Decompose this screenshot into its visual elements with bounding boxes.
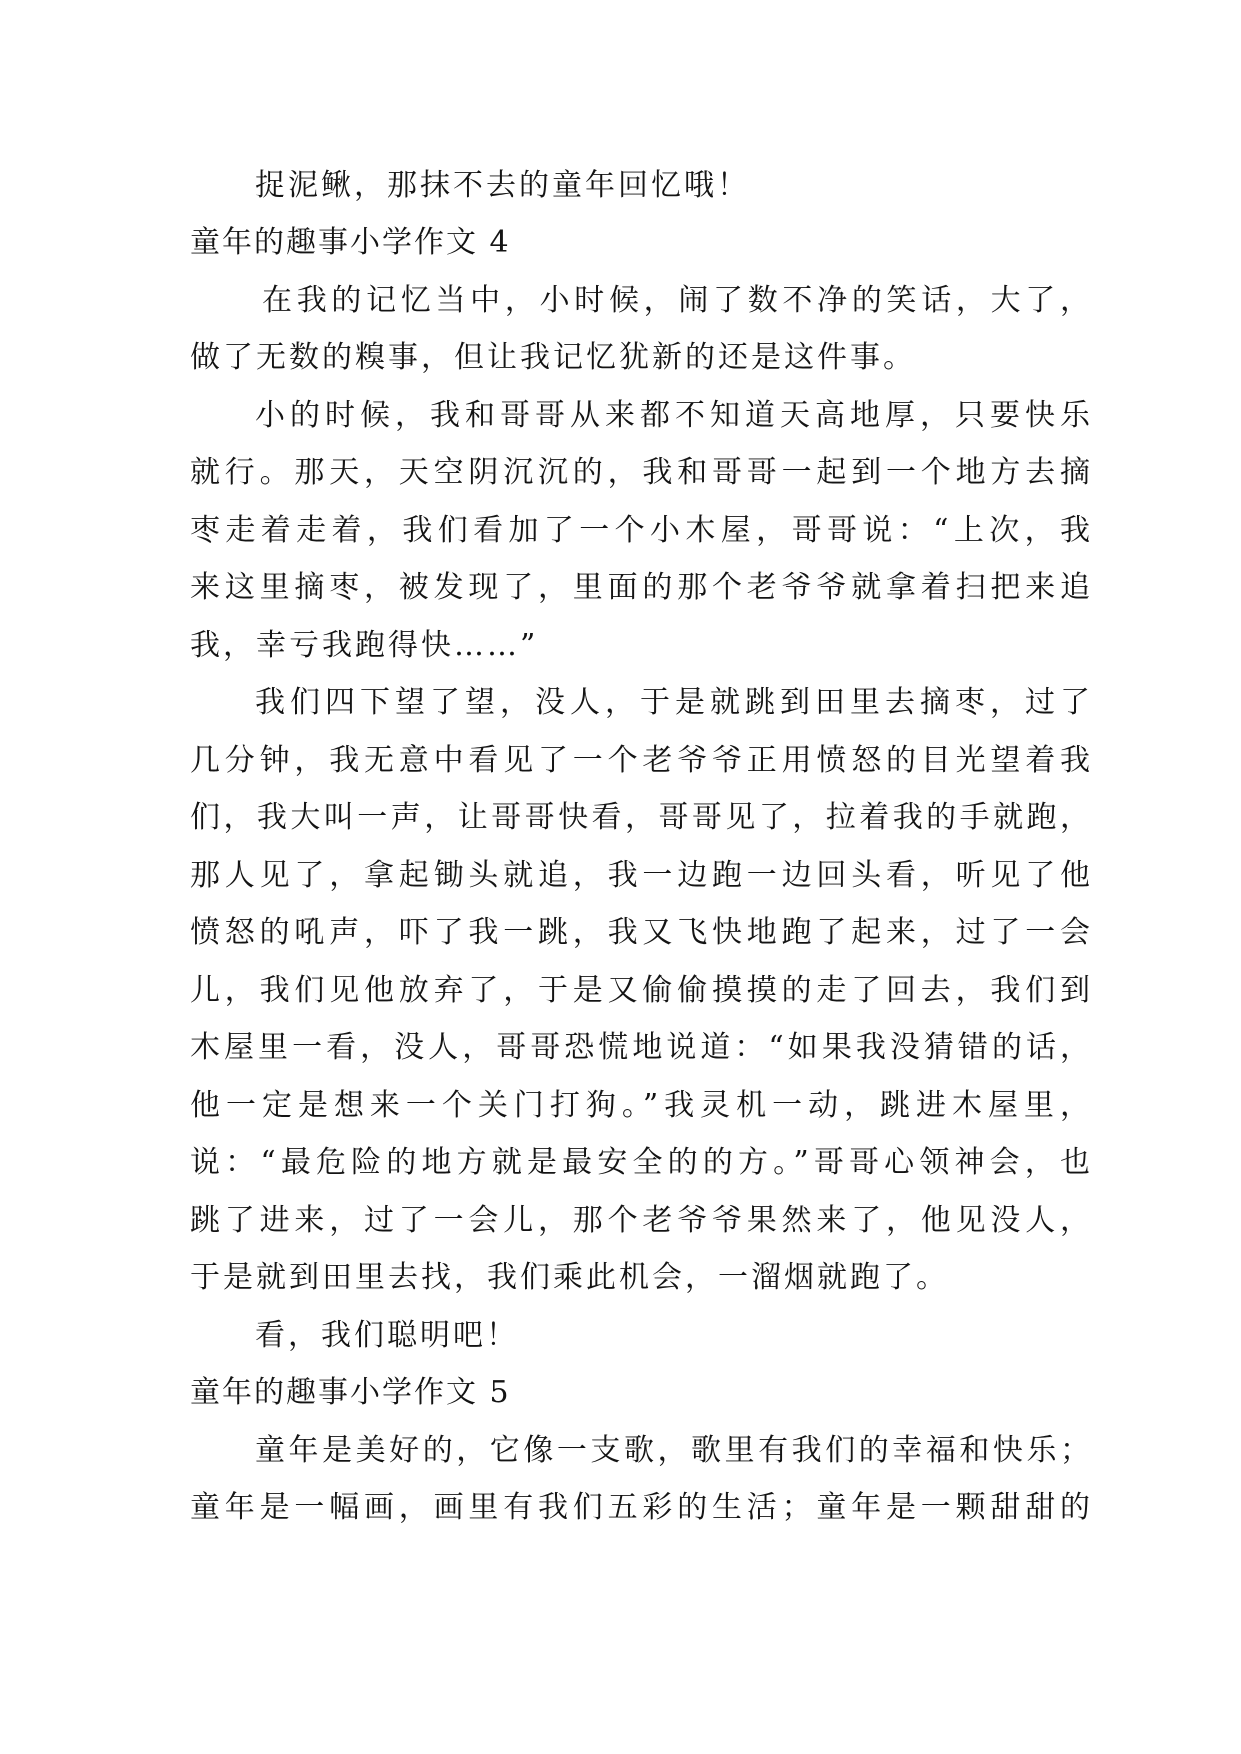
paragraph-line: 我，幸亏我跑得快……” — [190, 628, 539, 663]
paragraph-line: 捉泥鳅，那抹不去的童年回忆哦！ — [255, 168, 750, 203]
paragraph-line: 们，我大叫一声，让哥哥快看，哥哥见了，拉着我的手就跑， — [190, 800, 1090, 835]
paragraph-line: 他一定是想来一个关门打狗。”我灵机一动，跳进木屋里， — [190, 1088, 1090, 1123]
paragraph-line: 看，我们聪明吧！ — [255, 1318, 519, 1353]
paragraph-line: 童年是一幅画，画里有我们五彩的生活；童年是一颗甜甜的 — [190, 1490, 1090, 1525]
paragraph-line: 那人见了，拿起锄头就追，我一边跑一边回头看，听见了他 — [190, 858, 1090, 893]
paragraph-line: 童年是美好的，它像一支歌，歌里有我们的幸福和快乐； — [255, 1433, 1090, 1468]
paragraph-line: 就行。那天，天空阴沉沉的，我和哥哥一起到一个地方去摘 — [190, 455, 1090, 490]
paragraph-line: 儿，我们见他放弃了，于是又偷偷摸摸的走了回去，我们到 — [190, 973, 1090, 1008]
paragraph-line: 几分钟，我无意中看见了一个老爷爷正用愤怒的目光望着我 — [190, 743, 1090, 778]
paragraph-line: 做了无数的糗事，但让我记忆犹新的还是这件事。 — [190, 340, 916, 375]
section-heading: 童年的趣事小学作文 4 — [190, 225, 511, 260]
paragraph-line: 愤怒的吼声，吓了我一跳，我又飞快地跑了起来，过了一会 — [190, 915, 1090, 950]
section-heading: 童年的趣事小学作文 5 — [190, 1375, 511, 1410]
paragraph-line: 跳了进来，过了一会儿，那个老爷爷果然来了，他见没人， — [190, 1203, 1090, 1238]
paragraph-line: 说：“最危险的地方就是最安全的的方。”哥哥心领神会，也 — [190, 1145, 1090, 1180]
paragraph-line: 木屋里一看，没人，哥哥恐慌地说道：“如果我没猜错的话， — [190, 1030, 1090, 1065]
paragraph-line: 于是就到田里去找，我们乘此机会，一溜烟就跑了。 — [190, 1260, 949, 1295]
paragraph-line: 在我的记忆当中，小时候，闹了数不净的笑话，大了， — [262, 283, 1090, 318]
paragraph-line: 小的时候，我和哥哥从来都不知道天高地厚，只要快乐 — [255, 398, 1090, 433]
paragraph-line: 枣走着走着，我们看加了一个小木屋，哥哥说：“上次，我 — [190, 513, 1090, 548]
paragraph-line: 我们四下望了望，没人，于是就跳到田里去摘枣，过了 — [255, 685, 1090, 720]
paragraph-line: 来这里摘枣，被发现了，里面的那个老爷爷就拿着扫把来追 — [190, 570, 1090, 605]
